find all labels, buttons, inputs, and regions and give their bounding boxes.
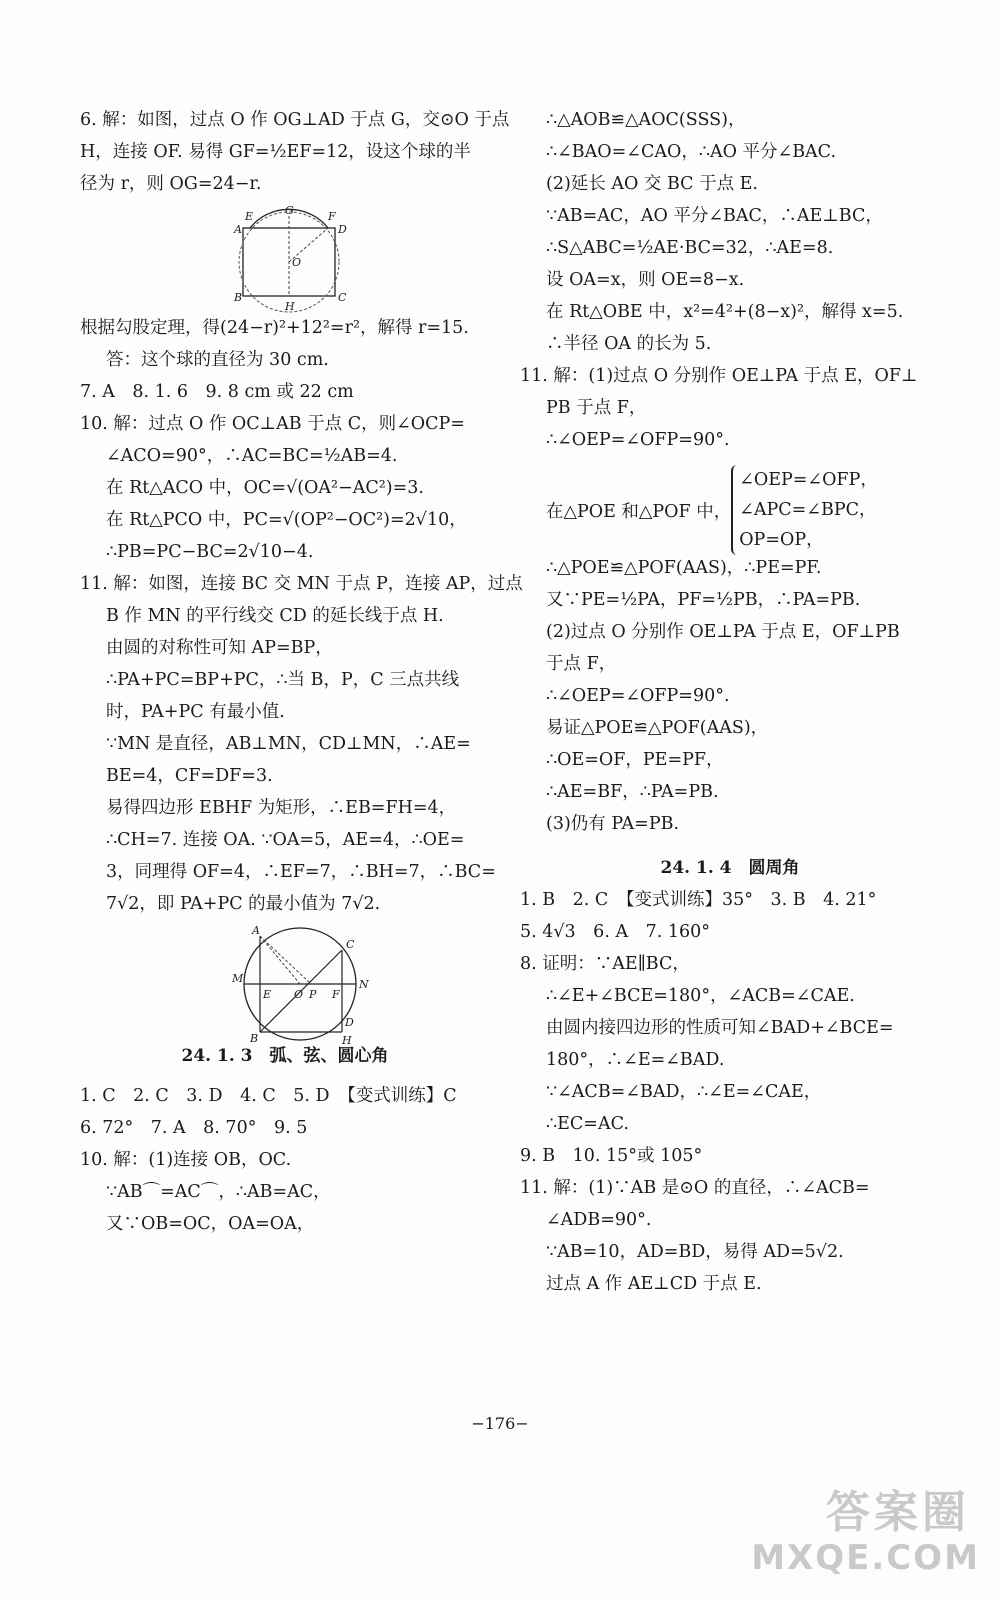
text-line: 于点 F，	[546, 654, 617, 674]
text-line: ∵AB=10，AD=BD，易得 AD=5√2.	[546, 1242, 844, 1262]
text-line: H，连接 OF. 易得 GF=½EF=12，设这个球的半	[80, 142, 471, 162]
text-line: ∴△POE≌△POF(AAS)，∴PE=PF.	[546, 558, 822, 578]
text-line: 11. 解：(1)∵AB 是⊙O 的直径，∴∠ACB=	[520, 1178, 870, 1198]
text-line: ∴PB=PC−BC=2√10−4.	[106, 542, 314, 562]
text-line: 径为 r，则 OG=24−r.	[80, 174, 262, 194]
fig2-label: C	[346, 938, 355, 951]
text-line: 设 OA=x，则 OE=8−x.	[546, 270, 745, 290]
figure-circle-mn	[80, 926, 490, 1046]
text-line: ∴PA+PC=BP+PC，∴当 B，P，C 三点共线	[106, 670, 460, 690]
text-line: 10. 解：(1)连接 OB，OC.	[80, 1150, 292, 1170]
fig1-label: O	[292, 256, 302, 269]
equation-system	[520, 462, 940, 558]
text-line: 又∵OB=OC，OA=OA，	[106, 1214, 315, 1234]
fig1-label: G	[285, 206, 294, 217]
text-line: (3)仍有 PA=PB.	[546, 814, 680, 834]
text-line: 6. 解：如图，过点 O 作 OG⊥AD 于点 G，交⊙O 于点	[80, 110, 510, 130]
fig2-label: B	[250, 1032, 259, 1045]
text-line: 3，同理得 OF=4，∴EF=7，∴BH=7，∴BC=	[106, 862, 496, 882]
section-title: 24. 1. 4 圆周角	[660, 858, 800, 878]
fig2-label: P	[309, 988, 317, 1001]
text-line: 10. 解：过点 O 作 OC⊥AB 于点 C，则∠OCP=	[80, 414, 465, 434]
text-line: ∴∠BAO=∠CAO，∴AO 平分∠BAC.	[546, 142, 837, 162]
text-line: ∴∠OEP=∠OFP=90°.	[546, 430, 730, 450]
answers-line: 1. B 2. C 【变式训练】35° 3. B 4. 21°	[520, 890, 877, 910]
text-line: ∴半径 OA 的长为 5.	[546, 334, 712, 354]
fig1-label: C	[338, 291, 347, 304]
fig2-label: O	[294, 988, 304, 1001]
text-line: (2)过点 O 分别作 OE⊥PA 于点 E，OF⊥PB	[546, 622, 900, 642]
text-line: 由圆内接四边形的性质可知∠BAD+∠BCE=	[546, 1018, 894, 1038]
fig1-label: F	[328, 210, 336, 223]
text-line: (2)延长 AO 交 BC 于点 E.	[546, 174, 758, 194]
text-line: 时，PA+PC 有最小值.	[106, 702, 285, 722]
fig2-label: E	[263, 988, 272, 1001]
fig2-label: N	[359, 978, 369, 991]
text-line: ∴CH=7. 连接 OA. ∵OA=5，AE=4，∴OE=	[106, 830, 465, 850]
text-line: 在 Rt△PCO 中，PC=√(OP²−OC²)=2√10，	[106, 510, 467, 530]
system-brace	[731, 465, 878, 555]
answers-line: 9. B 10. 15°或 105°	[520, 1146, 703, 1166]
answers-line: 6. 72° 7. A 8. 70° 9. 5	[80, 1118, 308, 1138]
text-line: ∠ADB=90°.	[546, 1210, 652, 1230]
text-line: 过点 A 作 AE⊥CD 于点 E.	[546, 1274, 762, 1294]
text-line: 8. 证明：∵AE∥BC，	[520, 954, 690, 974]
fig2-label: A	[252, 926, 260, 937]
text-line: ∴∠E+∠BCE=180°，∠ACB=∠CAE.	[546, 986, 855, 1006]
section-title: 24. 1. 3 弧、弦、圆心角	[181, 1046, 389, 1066]
text-line: ∵∠ACB=∠BAD，∴∠E=∠CAE，	[546, 1082, 822, 1102]
answers-line: 5. 4√3 6. A 7. 160°	[520, 922, 710, 942]
answers-7-9: 7. A 8. 1. 6 9. 8 cm 或 22 cm	[80, 382, 354, 402]
fig1-label: A	[234, 223, 242, 236]
text-line: ∴OE=OF，PE=PF，	[546, 750, 724, 770]
page-number: −176−	[471, 1414, 529, 1433]
system-lead: 在△POE 和△POF 中，	[546, 501, 732, 522]
text-line: ∵AB=AC，AO 平分∠BAC，∴AE⊥BC，	[546, 206, 883, 226]
text-line: 根据勾股定理，得(24−r)²+12²=r²，解得 r=15.	[80, 318, 469, 338]
fig2-label: D	[345, 1016, 354, 1029]
text-line: ∵AB⌒=AC⌒，∴AB=AC，	[106, 1182, 331, 1202]
text-line: ∴△AOB≌△AOC(SSS)，	[546, 110, 746, 130]
fig2-label: F	[332, 988, 340, 1001]
text-line: 易证△POE≌△POF(AAS)，	[546, 718, 769, 738]
text-line: 易得四边形 EBHF 为矩形，∴EB=FH=4，	[106, 798, 457, 818]
text-line: 在 Rt△OBE 中，x²=4²+(8−x)²，解得 x=5.	[546, 302, 904, 322]
text-line: 由圆的对称性可知 AP=BP，	[106, 638, 333, 658]
system-row: ∠OEP=∠OFP，	[739, 470, 878, 490]
system-row: ∠APC=∠BPC，	[739, 500, 877, 520]
text-line: PB 于点 F，	[546, 398, 647, 418]
text-line: B 作 MN 的平行线交 CD 的延长线于点 H.	[106, 606, 444, 626]
text-line: 7√2，即 PA+PC 的最小值为 7√2.	[106, 894, 381, 914]
text-line: 11. 解：如图，连接 BC 交 MN 于点 P，连接 AP，过点	[80, 574, 523, 594]
fig1-label: E	[245, 210, 254, 223]
figure-sphere-in-box	[80, 206, 490, 318]
text-line: ∴AE=BF，∴PA=PB.	[546, 782, 719, 802]
text-line: ∠ACO=90°，∴AC=BC=½AB=4.	[106, 446, 398, 466]
text-line: ∴S△ABC=½AE·BC=32，∴AE=8.	[546, 238, 834, 258]
text-line: 又∵PE=½PA，PF=½PB，∴PA=PB.	[546, 590, 861, 610]
left-column	[80, 110, 523, 1246]
fig1-label: D	[338, 223, 347, 236]
text-line: 180°，∴∠E=∠BAD.	[546, 1050, 725, 1070]
text-line: 11. 解：(1)过点 O 分别作 OE⊥PA 于点 E，OF⊥	[520, 366, 918, 386]
fig1-label: B	[234, 291, 243, 304]
system-row: OP=OP，	[739, 530, 824, 550]
text-line: ∴EC=AC.	[546, 1114, 629, 1134]
fig1-label: H	[285, 300, 295, 313]
watermark-url: MXQE.COM	[751, 1538, 980, 1578]
text-line: 在 Rt△ACO 中，OC=√(OA²−AC²)=3.	[106, 478, 424, 498]
fig2-label: M	[232, 972, 244, 985]
watermark-logo: 答案圈	[826, 1487, 970, 1538]
text-line: 答：这个球的直径为 30 cm.	[106, 350, 329, 370]
answers-line: 1. C 2. C 3. D 4. C 5. D 【变式训练】C	[80, 1086, 457, 1106]
fig2-label: H	[342, 1034, 352, 1046]
text-line: ∴∠OEP=∠OFP=90°.	[546, 686, 730, 706]
text-line: BE=4，CF=DF=3.	[106, 766, 273, 786]
text-line: ∵MN 是直径，AB⊥MN，CD⊥MN，∴AE=	[106, 734, 471, 754]
right-column	[520, 110, 940, 1306]
